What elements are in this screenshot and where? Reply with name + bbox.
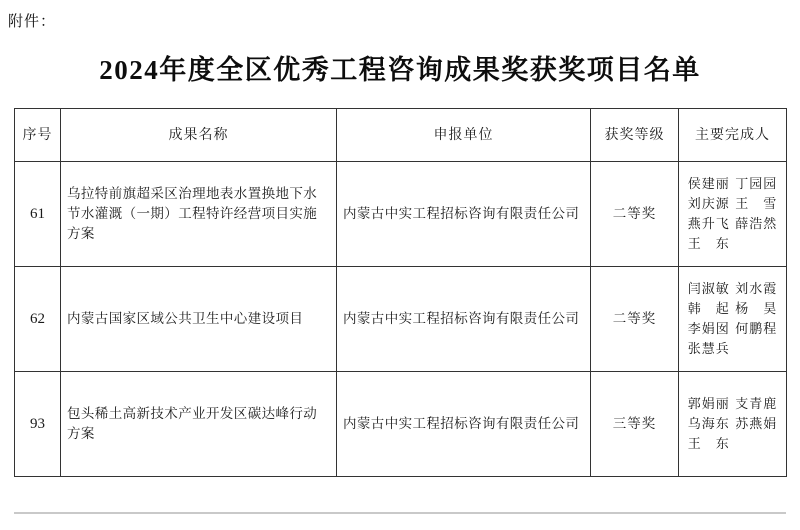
cell-people — [679, 162, 787, 267]
person: 何鹏程 — [735, 321, 778, 336]
attachment-label: 附件： — [8, 14, 57, 30]
person: 乌海东 — [687, 415, 730, 431]
cell-level: 二等奖 — [591, 267, 679, 372]
person: 侯建丽 — [687, 175, 730, 191]
person: 燕升飞 — [687, 216, 730, 231]
cell-name: 乌拉特前旗超采区治理地表水置换地下水节水灌溉（一期）工程特许经营项目实施方案 — [61, 162, 337, 267]
person: 郭娟丽 — [687, 395, 730, 411]
cell-level: 三等奖 — [591, 372, 679, 477]
people-list — [685, 174, 780, 255]
cell-unit: 内蒙古中实工程招标咨询有限责任公司 — [337, 267, 591, 372]
column-header-people: 主要完成人 — [679, 109, 787, 162]
people-list — [685, 279, 780, 360]
person: 李娟囡 — [687, 321, 730, 336]
column-header-name: 成果名称 — [61, 109, 337, 162]
person: 闫淑敏 — [687, 280, 730, 296]
cell-unit: 内蒙古中实工程招标咨询有限责任公司 — [337, 162, 591, 267]
cell-people — [679, 372, 787, 477]
cell-no: 62 — [15, 267, 61, 372]
person: 薛浩然 — [735, 216, 778, 231]
column-header-unit: 申报单位 — [337, 109, 591, 162]
people-list — [685, 394, 780, 454]
cell-name: 内蒙古国家区域公共卫生中心建设项目 — [61, 267, 337, 372]
person: 刘庆源 — [687, 195, 730, 211]
cell-unit: 内蒙古中实工程招标咨询有限责任公司 — [337, 372, 591, 477]
person: 王 东 — [687, 436, 730, 452]
cell-name: 包头稀土高新技术产业开发区碳达峰行动方案 — [61, 372, 337, 477]
table-row — [15, 162, 787, 267]
cell-no: 61 — [15, 162, 61, 267]
table-row — [15, 267, 787, 372]
table-row — [15, 372, 787, 477]
column-header-level: 获奖等级 — [591, 109, 679, 162]
person: 韩 起 — [687, 300, 730, 316]
person: 杨 昊 — [735, 300, 778, 316]
table-header-row — [15, 109, 787, 162]
person: 王 东 — [687, 236, 730, 252]
person: 张慧兵 — [687, 341, 730, 357]
person: 支青鹿 — [735, 395, 778, 411]
cell-no: 93 — [15, 372, 61, 477]
cell-people — [679, 267, 787, 372]
person: 苏燕娟 — [735, 415, 778, 431]
column-header-no: 序号 — [15, 109, 61, 162]
person: 刘水霞 — [735, 280, 778, 296]
page-title: 2024年度全区优秀工程咨询成果奖获奖项目名单 — [99, 55, 701, 85]
cell-level: 二等奖 — [591, 162, 679, 267]
footer-divider — [14, 512, 786, 514]
person: 王 雪 — [735, 195, 778, 211]
person: 丁园园 — [735, 175, 778, 191]
award-list-table — [14, 108, 787, 477]
